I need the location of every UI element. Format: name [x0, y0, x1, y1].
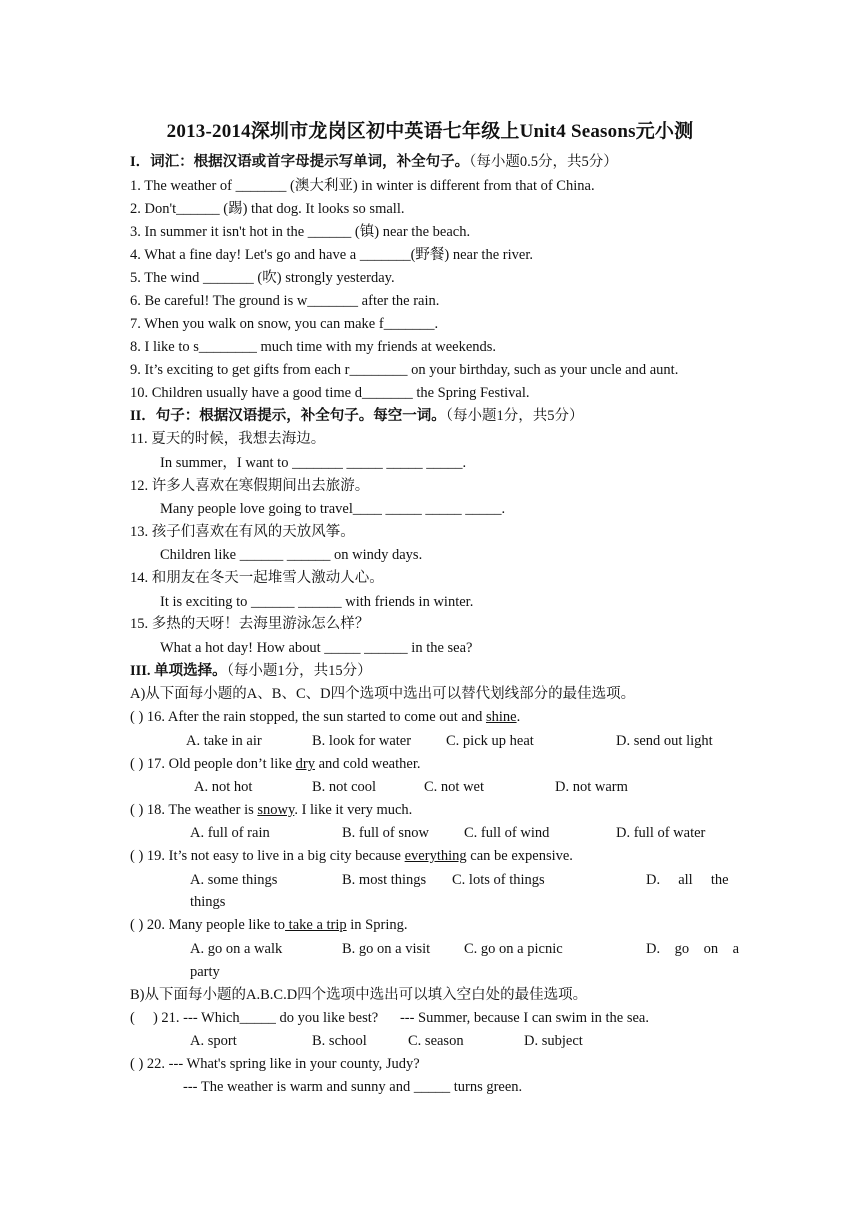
question-20-option-d: D. go on a: [646, 941, 740, 957]
question-11-english: In summer，I want to _______ _____ _____ _____.: [160, 455, 467, 471]
question-16-option-c: C. pick up heat: [446, 733, 534, 749]
question-8: 8. I like to s________ much time with my friends at weekends.: [130, 339, 497, 355]
question-17-option-c: C. not wet: [424, 779, 485, 795]
question-18-underlined: snowy: [257, 802, 295, 818]
question-17: [130, 754, 421, 774]
section-1-title: I．词汇：根据汉语或首字母提示写单词，补全句子。: [130, 154, 470, 170]
question-21-option-b: B. school: [312, 1033, 367, 1049]
document-title: 2013-2014深圳市龙岗区初中英语七年级上Unit4 Seasons元小测: [166, 121, 694, 142]
question-17-text: ( ) 17. Old people don’t like: [130, 756, 296, 772]
question-19-underlined: everything: [404, 848, 467, 864]
question-1: 1. The weather of _______ (澳大利亚) in winter is different from that of China.: [130, 178, 595, 194]
question-2: 2. Don't______ (踢) that dog. It looks so small.: [130, 201, 405, 217]
question-13-chinese: 13. 孩子们喜欢在有风的天放风筝。: [130, 524, 355, 540]
question-16-option-a: A. take in air: [186, 733, 262, 749]
question-18-option-b: B. full of snow: [342, 825, 429, 841]
question-15-english: What a hot day! How about _____ ______ in the sea?: [160, 640, 473, 656]
question-17-option-a: A. not hot: [194, 779, 253, 795]
question-18-option-d: D. full of water: [616, 825, 706, 841]
question-19-option-d-wrap: things: [190, 894, 226, 910]
question-20-underlined: take a trip: [285, 917, 347, 933]
question-20-text: ( ) 20. Many people like to: [130, 917, 286, 933]
question-21: ( ) 21. --- Which_____ do you like best? --- Summer, because I can swim in the sea.: [130, 1010, 649, 1026]
question-12-chinese: 12. 许多人喜欢在寒假期间出去旅游。: [130, 478, 370, 494]
question-4: 4. What a fine day! Let's go and have a _______(野餐) near the river.: [130, 247, 533, 263]
question-18-text: ( ) 18. The weather is: [130, 802, 258, 818]
part-a-instructions: A)从下面每小题的A、B、C、D四个选项中选出可以替代划线部分的最佳选项。: [130, 686, 636, 702]
question-9: 9. It’s exciting to get gifts from each r________ on your birthday, such as your uncle and aunt.: [130, 362, 679, 378]
question-21-option-a: A. sport: [190, 1033, 237, 1049]
question-18: [130, 800, 412, 820]
question-21-option-d: D. subject: [524, 1033, 583, 1049]
section-2-heading: [130, 406, 584, 426]
question-16-end: .: [516, 709, 521, 725]
question-19-option-a: A. some things: [190, 872, 278, 888]
part-b-instructions: B)从下面每小题的A.B.C.D四个选项中选出可以填入空白处的最佳选项。: [130, 987, 588, 1003]
question-16-text: ( ) 16. After the rain stopped, the sun started to come out and: [130, 709, 486, 725]
question-21-option-c: C. season: [408, 1033, 464, 1049]
question-19-option-b: B. most things: [342, 872, 427, 888]
question-16-option-d: D. send out light: [616, 733, 713, 749]
section-2-title: II．句子：根据汉语提示，补全句子。每空一词。: [130, 408, 446, 424]
question-20-option-a: A. go on a walk: [190, 941, 283, 957]
question-20-option-c: C. go on a picnic: [464, 941, 563, 957]
section-3-title: III. 单项选择。: [130, 663, 227, 679]
question-13-english: Children like ______ ______ on windy days.: [160, 547, 423, 563]
question-16-option-b: B. look for water: [312, 733, 412, 749]
question-20: [130, 915, 407, 935]
question-19-option-c: C. lots of things: [452, 872, 545, 888]
question-18-option-c: C. full of wind: [464, 825, 550, 841]
question-6: 6. Be careful! The ground is w_______ after the rain.: [130, 293, 440, 309]
question-5: 5. The wind _______ (吹) strongly yesterday.: [130, 270, 395, 286]
question-20-option-b: B. go on a visit: [342, 941, 431, 957]
question-19-end: can be expensive.: [466, 848, 573, 864]
question-22: ( ) 22. --- What's spring like in your county, Judy?: [130, 1056, 420, 1072]
question-17-option-d: D. not warm: [555, 779, 628, 795]
question-14-english: It is exciting to ______ ______ with friends in winter.: [160, 594, 474, 610]
question-19-text: ( ) 19. It’s not easy to live in a big city because: [130, 848, 405, 864]
question-18-end: . I like it very much.: [294, 802, 413, 818]
question-17-underlined: dry: [295, 756, 315, 772]
question-17-end: and cold weather.: [315, 756, 421, 772]
question-12-english: Many people love going to travel____ _____ _____ _____.: [160, 501, 506, 517]
question-10: 10. Children usually have a good time d_______ the Spring Festival.: [130, 385, 530, 401]
question-16-underlined: shine: [485, 709, 517, 725]
question-22-line-2: --- The weather is warm and sunny and _____ turns green.: [183, 1079, 523, 1095]
question-11-chinese: 11. 夏天的时候，我想去海边。: [130, 431, 326, 447]
question-7: 7. When you walk on snow, you can make f_______.: [130, 316, 439, 332]
section-3-score-note: （每小题1分，共15分）: [226, 663, 372, 679]
section-1-heading: [130, 152, 618, 172]
question-14-chinese: 14. 和朋友在冬天一起堆雪人激动人心。: [130, 570, 384, 586]
question-19: [130, 846, 573, 866]
question-16: [130, 707, 520, 727]
question-15-chinese: 15. 多热的天呀！去海里游泳怎么样？: [130, 616, 370, 632]
question-17-option-b: B. not cool: [312, 779, 377, 795]
question-20-end: in Spring.: [346, 917, 408, 933]
section-1-score-note: （每小题0.5分，共5分）: [469, 154, 618, 170]
question-18-option-a: A. full of rain: [190, 825, 270, 841]
section-3-heading: [130, 661, 372, 681]
question-20-option-d-wrap: party: [190, 964, 220, 980]
question-3: 3. In summer it isn't hot in the ______ (镇) near the beach.: [130, 224, 471, 240]
question-19-option-d: D. all the: [646, 872, 729, 888]
section-2-score-note: （每小题1分，共5分）: [445, 408, 584, 424]
